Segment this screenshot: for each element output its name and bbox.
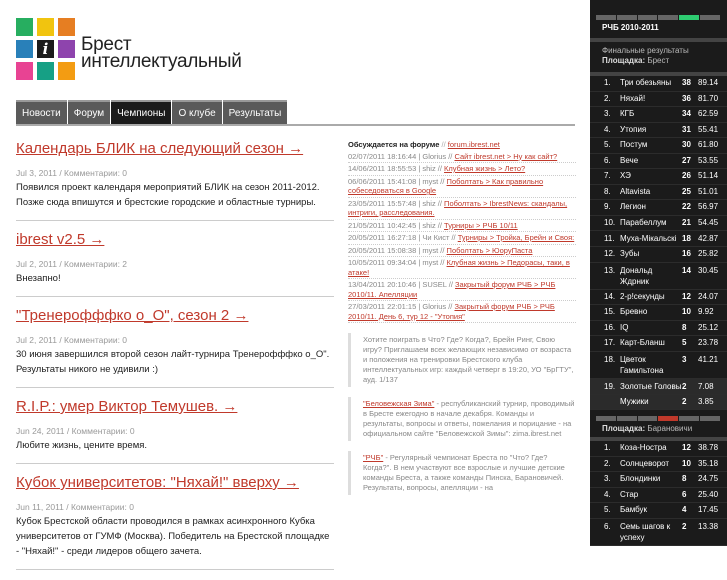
- brand-line1: Брест: [81, 34, 132, 55]
- post-title: [16, 398, 334, 416]
- results-row[interactable]: [590, 216, 727, 232]
- forum-row-link[interactable]: Закрытый форум РЧБ > РЧБ 2010/11. Апелляции: [348, 280, 556, 299]
- team-score: 7.08: [698, 381, 714, 391]
- team-points: 31: [682, 124, 691, 134]
- results-row[interactable]: [590, 169, 727, 185]
- results-row[interactable]: [590, 519, 727, 546]
- results-row[interactable]: [590, 200, 727, 216]
- forum-row-link[interactable]: Клубная жизнь > Педорасы, таки, в атаке!: [348, 258, 570, 277]
- team-score: 25.40: [698, 489, 719, 499]
- team-points: 22: [682, 202, 691, 211]
- team-position: 13.: [604, 265, 616, 275]
- forum-row-meta: 06/06/2011 15:41:08 | myst //: [348, 176, 447, 186]
- season-cells: [596, 15, 721, 20]
- forum-row: [348, 280, 576, 301]
- results-row[interactable]: [590, 441, 727, 457]
- team-points: 8: [682, 474, 687, 483]
- team-points: 6: [682, 489, 687, 499]
- team-name: Вече: [620, 155, 639, 165]
- nav-tab[interactable]: Результаты: [223, 100, 288, 124]
- team-score: 51.14: [698, 171, 719, 180]
- team-points: 34: [682, 109, 691, 118]
- team-position: 4.: [604, 124, 611, 134]
- team-name: IQ: [620, 322, 629, 332]
- team-position: [604, 395, 620, 410]
- team-score: 42.87: [698, 234, 719, 243]
- forum-heading-text: Обсуждается на форуме: [348, 140, 440, 149]
- results-row[interactable]: [590, 290, 727, 306]
- forum-row-meta: 10/05/2011 09:34:04 | myst //: [348, 258, 447, 267]
- team-points: 38: [682, 78, 691, 87]
- post-body: 30 июня завершился второй сезон лайт-турнира Тренерофффко о_О". Результаты никого не удивили :): [16, 349, 330, 375]
- team-name: Зубы: [620, 249, 640, 258]
- team-name: КГБ: [620, 109, 635, 118]
- venue-label: Площадка:: [602, 424, 646, 433]
- post-meta: Jul 2, 2011 / Комментарии: 0: [16, 335, 128, 345]
- forum-row: [348, 177, 576, 198]
- team-score: 9.92: [698, 307, 714, 316]
- team-position: 5.: [604, 140, 611, 149]
- results-row[interactable]: [590, 247, 727, 263]
- team-score: 54.45: [698, 217, 719, 227]
- nav-tab[interactable]: Чемпионы: [111, 100, 171, 124]
- results-row[interactable]: [590, 336, 727, 352]
- results-row[interactable]: [590, 92, 727, 108]
- team-score: 24.75: [698, 474, 719, 483]
- team-points: 14: [682, 265, 691, 275]
- forum-row-meta: 02/07/2011 18:16:44 | Glorius //: [348, 151, 455, 161]
- team-score: 17.45: [698, 505, 719, 514]
- nav-tab[interactable]: Новости: [16, 100, 67, 124]
- team-name: Муха-Мікальскі: [620, 234, 677, 243]
- post-title-link[interactable]: R.I.P.: умер Виктор Темушев. →: [16, 398, 238, 415]
- forum-row: [348, 246, 576, 258]
- brand-line2: интеллектуальный: [81, 51, 242, 72]
- team-points: 21: [682, 217, 691, 227]
- venue-brest: [590, 56, 727, 66]
- results-row[interactable]: [590, 123, 727, 139]
- nav-divider: [16, 124, 575, 126]
- team-points: 18: [682, 234, 691, 243]
- forum-panel: [348, 140, 576, 495]
- team-score: 56.97: [698, 202, 719, 211]
- team-name: Парабеллум: [620, 217, 667, 227]
- team-name: Стар: [620, 489, 639, 499]
- results-row[interactable]: [590, 472, 727, 488]
- team-points: 16: [682, 249, 691, 258]
- sidebar-divider: [590, 38, 727, 42]
- post-title-link[interactable]: Календарь БЛИК на следующий сезон →: [16, 140, 304, 157]
- team-position: 18.: [604, 354, 616, 364]
- season-title: РЧБ 2010-2011: [602, 23, 659, 32]
- team-position: 11.: [604, 234, 615, 243]
- results-row[interactable]: [590, 154, 727, 170]
- post-body: Кубок Брестской области проводился в рамках асинхронного Кубка университетов от ГУМФ (Москва). Победитель на Брестской площадке - "Няхай!" - среди лидеров общего зачета.: [16, 516, 330, 557]
- team-name: Коза-Ностра: [620, 443, 667, 452]
- news-post: [16, 398, 334, 464]
- venue-name: Барановичи: [647, 424, 693, 433]
- team-score: 38.78: [698, 443, 719, 452]
- team-name: Легион: [620, 202, 646, 211]
- results-row[interactable]: [590, 379, 727, 395]
- team-points: 30: [682, 140, 691, 149]
- promo-block: [348, 397, 576, 441]
- results-row[interactable]: [590, 488, 727, 504]
- team-points: 12: [682, 443, 691, 452]
- promo-text: - Регулярный чемпионат Бреста по "Что? Где? Когда?". В нем участвуют все взрослые и лучшие детские команды Бреста, а также команды Пинска, Барановичей. Результаты, вопросы, апелляции - на: [363, 453, 565, 492]
- team-position: 4.: [604, 489, 611, 499]
- forum-row: [348, 221, 576, 233]
- team-points: 3: [682, 354, 687, 364]
- news-post: [16, 140, 334, 221]
- forum-row-meta: 23/05/2011 15:57:48 | shiz //: [348, 198, 445, 208]
- post-title: [16, 307, 334, 325]
- venue-label: Площадка:: [602, 56, 646, 65]
- team-points: 25: [682, 186, 691, 196]
- results-row[interactable]: [590, 76, 727, 92]
- team-score: 23.78: [698, 338, 719, 347]
- team-position: 10.: [604, 217, 616, 227]
- results-table-baranovichi: [590, 441, 727, 546]
- results-row[interactable]: [590, 185, 727, 201]
- forum-row-link[interactable]: Закрытый форум РЧБ > РЧБ 2010/11. День 6, тур 12 - "Утопия": [348, 302, 555, 321]
- post-title: [16, 231, 334, 249]
- team-points: 10: [682, 458, 691, 468]
- results-row[interactable]: [590, 395, 727, 411]
- team-name: Три обезьяны: [620, 78, 672, 87]
- team-points: 5: [682, 338, 687, 347]
- team-name: 2-р!секунды: [620, 291, 665, 301]
- team-score: 25.12: [698, 322, 719, 332]
- team-points: 8: [682, 322, 687, 332]
- promo-block: [348, 451, 576, 495]
- forum-row-link[interactable]: Поболтать > Как правильно собеседоваться в Google: [348, 176, 544, 195]
- forum-heading-sep: //: [439, 140, 448, 149]
- team-score: 55.41: [698, 124, 719, 134]
- results-table-brest: [590, 76, 727, 410]
- news-feed: [16, 140, 334, 580]
- team-points: 2: [682, 521, 687, 531]
- final-results-label: Финальные результаты: [602, 46, 689, 55]
- post-title: [16, 474, 334, 492]
- team-position: 8.: [604, 186, 611, 196]
- team-points: 26: [682, 171, 691, 180]
- team-name: Altavista: [620, 186, 651, 196]
- results-row[interactable]: [590, 321, 727, 337]
- team-position: 6.: [604, 521, 611, 531]
- team-score: 62.59: [698, 109, 719, 118]
- logo-letter: i: [37, 40, 54, 58]
- team-position: 15.: [604, 307, 616, 316]
- forum-heading: [348, 140, 576, 150]
- team-name: Бамбук: [620, 505, 648, 514]
- news-post: [16, 231, 334, 297]
- team-name: Блондинки: [620, 474, 661, 483]
- promo-link[interactable]: "РЧБ": [363, 453, 384, 462]
- team-score: 81.70: [698, 93, 719, 103]
- team-name: ХЭ: [620, 171, 631, 180]
- team-name: Золотые Головы: [620, 381, 682, 391]
- team-position: 1.: [604, 443, 611, 452]
- team-points: 2: [682, 396, 687, 406]
- nav-tab[interactable]: Форум: [68, 100, 110, 124]
- post-meta: Jul 2, 2011 / Комментарии: 2: [16, 259, 128, 269]
- team-position: 2.: [604, 93, 611, 103]
- forum-link[interactable]: forum.ibrest.net: [447, 140, 500, 149]
- team-position: 17.: [604, 338, 616, 347]
- team-position: 16.: [604, 322, 616, 332]
- forum-row: [348, 258, 576, 279]
- team-position: 12.: [604, 249, 616, 258]
- team-score: 30.45: [698, 265, 719, 275]
- forum-row: [348, 152, 576, 164]
- promo-link[interactable]: "Беловежская Зима": [363, 399, 435, 408]
- nav-tab[interactable]: О клубе: [172, 100, 221, 124]
- team-position: 2.: [604, 458, 611, 468]
- results-row[interactable]: [590, 503, 727, 519]
- team-name: Солнцеворот: [620, 458, 670, 468]
- post-title: [16, 140, 334, 158]
- news-post: [16, 474, 334, 570]
- team-position: 19.: [604, 381, 616, 391]
- post-body: Любите жизнь, цените время.: [16, 440, 148, 451]
- results-row[interactable]: [590, 107, 727, 123]
- team-points: 10: [682, 307, 691, 316]
- team-name: Мужики: [620, 396, 649, 406]
- site-brand[interactable]: [81, 36, 242, 70]
- team-name: Цветок Гамильтона: [620, 354, 664, 375]
- post-body: Появился проект календаря мероприятий БЛИК на сезон 2011-2012. Позже сюда впишутся и брестские городские и областные турниры.: [16, 182, 320, 208]
- results-row[interactable]: [590, 263, 727, 290]
- team-position: 5.: [604, 505, 611, 514]
- team-score: 51.01: [698, 186, 719, 196]
- team-points: 2: [682, 381, 687, 391]
- promo-text: - республиканский турнир, проводимый в Бресте ежегодно в начале декабря. Команды и результаты, вопросы и ответы, пожелания и порицание - на официальном сайте "Беловежской Зимы": zima.ibrest.net: [363, 399, 575, 438]
- team-position: 6.: [604, 155, 611, 165]
- team-score: 3.85: [698, 396, 714, 406]
- team-name: Утопия: [620, 124, 647, 134]
- team-score: 61.80: [698, 140, 719, 149]
- team-points: 12: [682, 291, 691, 301]
- team-score: 41.21: [698, 354, 719, 364]
- team-position: 3.: [604, 474, 611, 483]
- team-position: 7.: [604, 171, 611, 180]
- team-score: 13.38: [698, 521, 719, 531]
- forum-row-link[interactable]: Поболтать > ЮоруПаста: [446, 245, 533, 255]
- team-score: 89.14: [698, 78, 719, 87]
- site-logo[interactable]: [16, 18, 76, 82]
- team-points: 36: [682, 93, 691, 103]
- venue-baranovichi: [590, 424, 727, 434]
- post-meta: Jul 3, 2011 / Комментарии: 0: [16, 168, 128, 178]
- forum-row: [348, 164, 576, 176]
- post-title-link[interactable]: ibrest v2.5 →: [16, 231, 105, 248]
- promo-text: Хотите поиграть в Что? Где? Когда?, Брейн Ринг, Свою игру? Приглашаем всех желающих независимо от возраста и положения на тренировки Брестского клуба интеллектуальных игр: каждый четверг в 19:20, УО "БрГТУ", ауд. 1/137: [363, 335, 574, 384]
- promo-blocks: [348, 333, 576, 495]
- post-body: Внезапно!: [16, 273, 61, 284]
- forum-row-meta: 13/04/2011 20:10:46 | SUSEL //: [348, 280, 456, 289]
- team-name: Дональд Ждрник: [620, 265, 653, 286]
- forum-row-link[interactable]: Клубная жизнь > Лето?: [444, 164, 526, 173]
- team-name: Бревно: [620, 307, 648, 316]
- team-name: Постум: [620, 140, 648, 149]
- forum-row-meta: 27/03/2011 22:01:15 | Glorius //: [348, 302, 455, 311]
- forum-row-link[interactable]: Сайт ibrest.net > Ну как сайт?: [454, 151, 558, 161]
- team-name: Семь шагов к успеху: [620, 521, 671, 542]
- forum-row-meta: 20/05/2011 15:08:38 | myst //: [348, 245, 447, 255]
- forum-row-link[interactable]: Поболтать > IbrestNews: скандалы, интриги, расследования.: [348, 198, 568, 217]
- team-position: 3.: [604, 109, 611, 118]
- team-name: Карт-Бланш: [620, 338, 665, 347]
- forum-rows: [348, 152, 576, 324]
- forum-row-meta: 21/05/2011 10:42:45 | shiz //: [348, 220, 445, 230]
- forum-row-link[interactable]: Турниры > РЧБ 10/11: [444, 220, 518, 230]
- forum-row-link[interactable]: Турниры > Тройка, Брейн и Своя:: [457, 233, 575, 242]
- promo-block: [348, 333, 576, 387]
- results-row[interactable]: [590, 305, 727, 321]
- results-row[interactable]: [590, 457, 727, 473]
- main-nav: [16, 100, 288, 124]
- results-sidebar: [590, 0, 727, 545]
- forum-row-meta: 14/06/2011 18:55:53 | shiz //: [348, 164, 445, 173]
- team-score: 53.55: [698, 155, 719, 165]
- forum-row: [348, 199, 576, 220]
- team-score: 35.18: [698, 458, 719, 468]
- team-points: 27: [682, 155, 691, 165]
- venue-cells: [596, 416, 721, 421]
- results-row[interactable]: [590, 352, 727, 379]
- post-meta: Jun 24, 2011 / Комментарии: 0: [16, 426, 135, 436]
- team-name: Няхай!: [620, 93, 646, 103]
- forum-row: [348, 233, 576, 245]
- results-row[interactable]: [590, 231, 727, 247]
- venue-name: Брест: [647, 56, 670, 65]
- news-post: [16, 307, 334, 388]
- team-points: 4: [682, 505, 687, 514]
- post-title-link[interactable]: "Тренерофффко о_О", сезон 2 →: [16, 307, 249, 324]
- team-position: 9.: [604, 202, 611, 211]
- team-position: 14.: [604, 291, 616, 301]
- forum-row: [348, 302, 576, 323]
- team-score: 24.07: [698, 291, 719, 301]
- team-position: 1.: [604, 78, 611, 87]
- post-title-link[interactable]: Кубок университетов: "Няхай!" вверху →: [16, 474, 299, 491]
- post-meta: Jun 11, 2011 / Комментарии: 0: [16, 502, 134, 512]
- results-row[interactable]: [590, 138, 727, 154]
- forum-row-meta: 20/05/2011 16:27:18 | Чи Кист //: [348, 233, 458, 242]
- team-score: 25.82: [698, 249, 719, 258]
